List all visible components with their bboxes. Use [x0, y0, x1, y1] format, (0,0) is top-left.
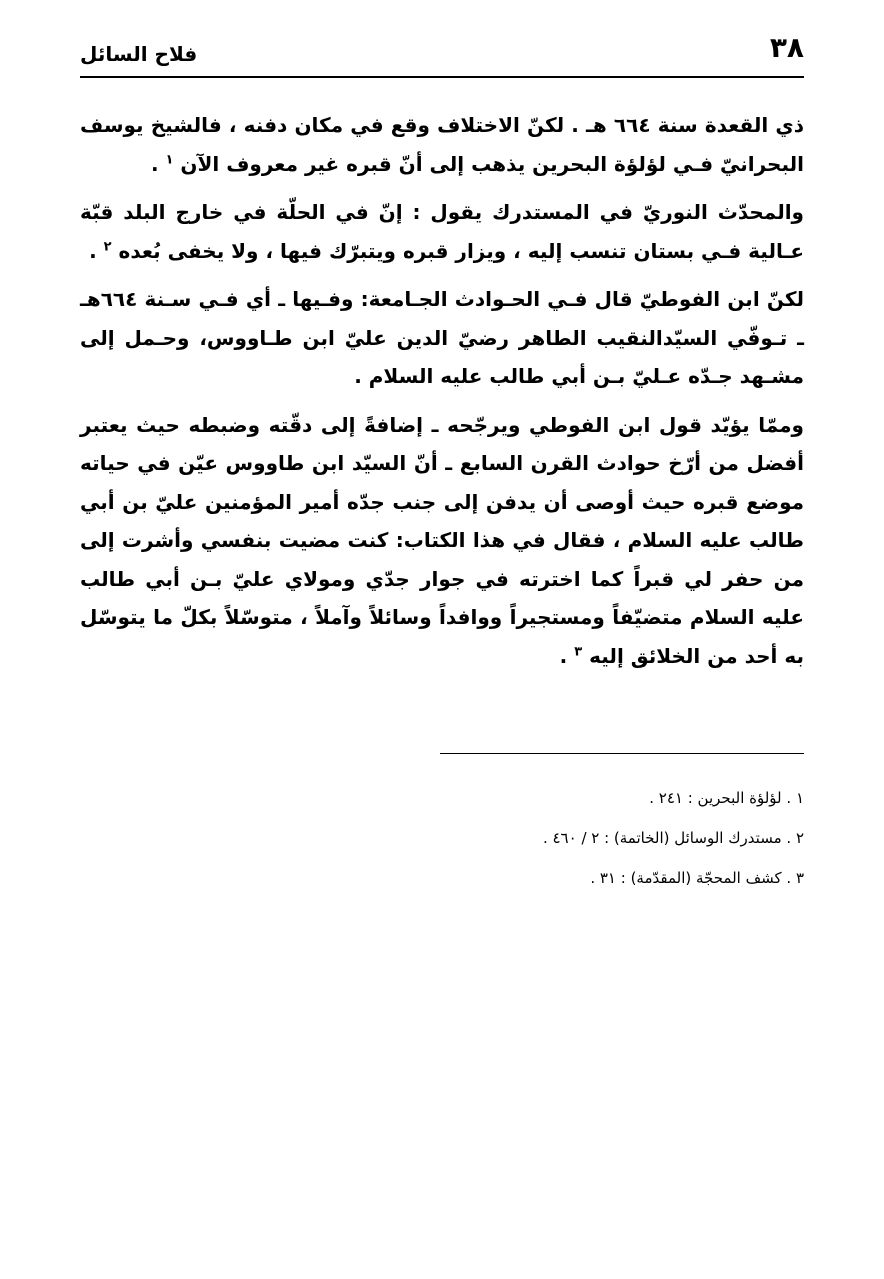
footnote-3: ٣ . كشف المحجّة (المقدّمة) : ٣١ . — [590, 869, 804, 887]
paragraph-text: والمحدّث النوريّ في المستدرك يقول : إنّ في الحلّة في خارج البلد قبّة عـالية فـي بستان تنسب إليه ، ويزار قبره ويتبرّك فيها ، ولا يخفى بُعده — [80, 200, 804, 263]
paragraph-tail: . — [150, 151, 166, 176]
footnote-1: ١ . لؤلؤة البحرين : ٢٤١ . — [649, 789, 804, 807]
footnote-separator — [440, 753, 804, 754]
page-number: ٣٨ — [769, 31, 804, 64]
header-rule — [80, 76, 804, 78]
paragraph-tail: . — [89, 238, 104, 263]
paragraph-1 — [80, 106, 804, 183]
paragraph-text: لكنّ ابن الفوطيّ قال فـي الحـوادث الجـامعة: وفـيها ـ أي فـي سـنة ٦٦٤هـ ـ تـوفّي السيّدالنقيب الطاهر رضيّ الدين عليّ ابن طـاووس، وحـمل إلى مشـهد جـدّه عـليّ بـن أبي طالب عليه السلام . — [80, 287, 804, 388]
footnote-marker: ١ — [165, 151, 174, 167]
book-title: فلاح السائل — [80, 42, 198, 66]
footnote-marker: ٣ — [574, 643, 583, 659]
running-header — [80, 28, 804, 76]
paragraph-3 — [80, 280, 804, 396]
paragraph-text: ذي القعدة سنة ٦٦٤ هـ . لكنّ الاختلاف وقع في مكان دفنه ، فالشيخ يوسف البحرانيّ فـي لؤلؤة البحرين يذهب إلى أنّ قبره غير معروف الآن — [80, 113, 804, 176]
paragraph-text: وممّا يؤيّد قول ابن الفوطي ويرجّحه ـ إضافةً إلى دقّته وضبطه حيث يعتبر أفضل من أرّخ حوادث القرن السابع ـ أنّ السيّد ابن طاووس عيّن في حياته موضع قبره حيث أوصى أن يدفن إلى جنب جدّه أمير المؤمنين عليّ بن أبي طالب عليه السلام ، فقال في هذا الكتاب: كنت مضيت بنفسي وأشرت إلى من حفر لي قبراً كما اخترته في جوار جدّي ومولاي عليّ بـن أبي طالب عليه السلام متضيّفاً ومستجيراً ووافداً وسائلاً وآملاً ، متوسّلاً بكلّ ما يتوسّل به أحد من الخلائق إليه — [80, 412, 804, 668]
paragraph-4 — [80, 406, 804, 676]
footnote-2: ٢ . مستدرك الوسائل (الخاتمة) : ٢ / ٤٦٠ . — [542, 829, 804, 847]
paragraph-2 — [80, 193, 804, 270]
main-text — [80, 106, 804, 685]
paragraph-tail: . — [559, 643, 575, 668]
footnote-marker: ٢ — [103, 238, 112, 254]
footnotes — [80, 778, 804, 898]
